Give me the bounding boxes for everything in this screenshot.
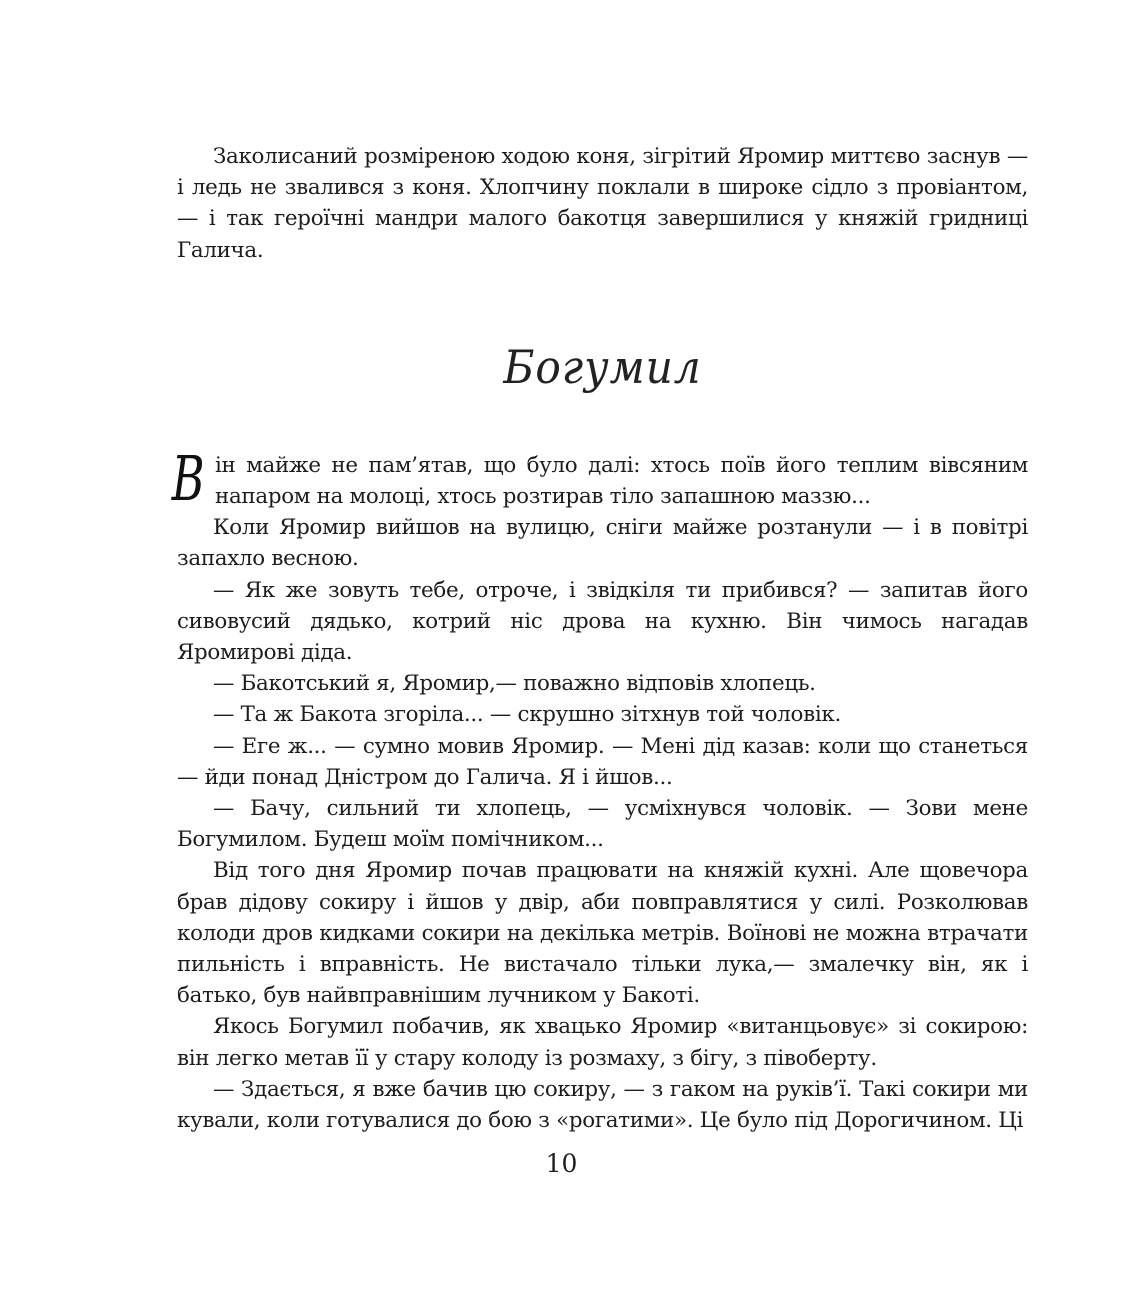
drop-cap-letter: В (171, 441, 205, 515)
paragraph: — Бачу, сильний ти хлопець, — усміхнувся чоловік. — Зови мене Богумилом. Будеш моїм помічником... (177, 796, 1028, 853)
paragraph: — Еге ж... — сумно мовив Яромир. — Мені дід казав: коли що станеться — йди понад Дністром до Галича. Я і йшов... (177, 733, 1028, 790)
chapter-title: Богумил (503, 339, 702, 394)
paragraph: Якось Богумил побачив, як хвацько Яромир «витанцьовує» зі сокирою: він легко метав її у стару колоду із розмаху, з бігу, з півоберту. (177, 1014, 1028, 1071)
paragraph: — Та ж Бакота згоріла... — скрушно зітхнув той чоловік. (213, 702, 841, 728)
paragraph: — Бакотський я, Яромир,— поважно відповів хлопець. (213, 671, 816, 697)
page-number: 10 (545, 1149, 578, 1178)
paragraph: Від того дня Яромир почав працювати на княжій кухні. Але щовечора брав дідову сокиру і йшов у двір, аби повправлятися у силі. Розколював колоди дров кидками сокири на декілька метрів. Воїнові не можна втрачати пильність і вправність. Не вистачало тільки лука,— змалечку він, як і батько, був найвправнішим лучником у Бакоті. (177, 858, 1028, 1009)
first-paragraph-text: ін майже не пам’ятав, що було далі: хтось поїв його теплим вівсяним напаром на молоці, хтось розтирав тіло запашною маззю... (215, 452, 1028, 510)
first-paragraph (171, 441, 1028, 515)
chapter-body (171, 441, 1028, 1136)
paragraph: Коли Яромир вийшов на вулицю, сніги майже розтанули — і в повітрі запахло весною. (177, 515, 1028, 572)
paragraph: — Як же зовуть тебе, отроче, і звідкіля ти прибився? — запитав його сивовусий дядько, котрий ніс дрова на кухню. Він чимось нагадав Яромирові діда. (177, 577, 1028, 666)
intro-paragraph: Заколисаний розміреною ходою коня, зігрітий Яромир миттєво заснув — і ледь не звалився з коня. Хлопчину поклали в широке сідло з провіантом, — і так героїчні мандри малого бакотця завершилися у княжій гридниці Галича. (177, 144, 1028, 263)
paragraph: — Здається, я вже бачив цю сокиру, — з гаком на руків’ї. Такі сокири ми кували, коли готувалися до бою з «рогатими». Це було під Дорогичином. Ці (177, 1076, 1028, 1134)
book-page (171, 141, 1028, 1136)
